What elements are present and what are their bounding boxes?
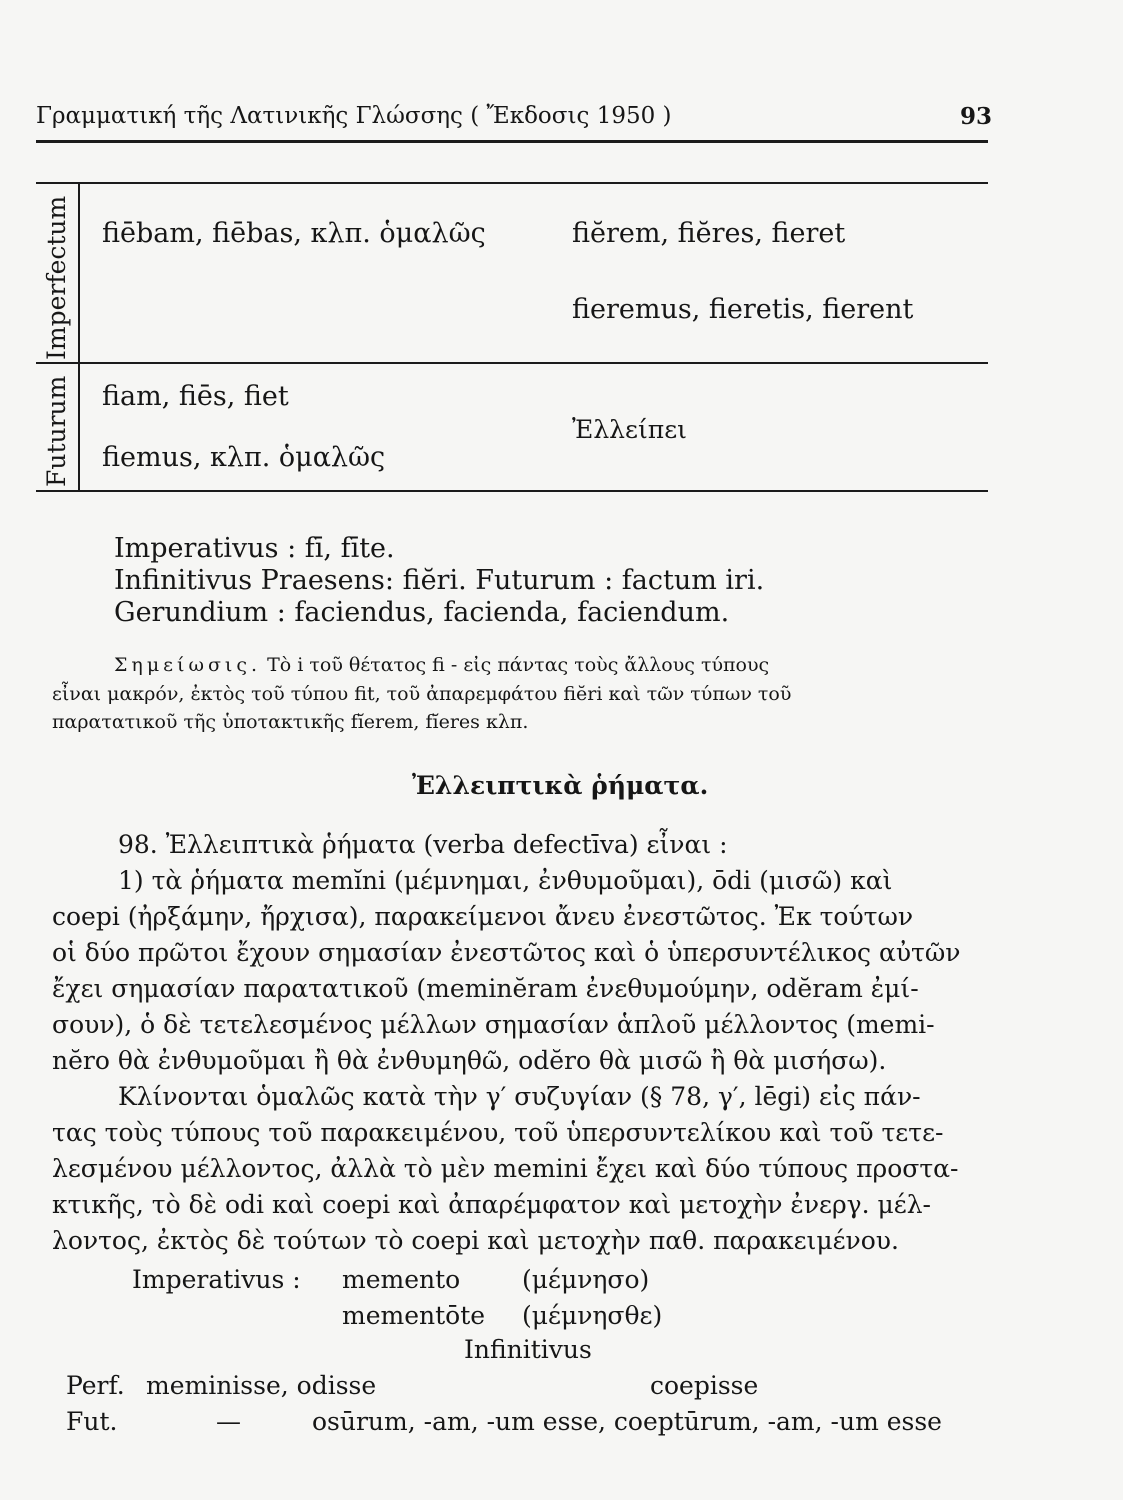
header-rule [36, 140, 988, 143]
running-title: Γραμματική τῆς Λατινικῆς Γλώσσης ( Ἔκδοσις 1950 ) [36, 103, 672, 129]
imperativus-label: Imperativus : [132, 1265, 301, 1294]
perf-forms: meminisse, odisse [146, 1371, 377, 1400]
body-line-2: 1) τὰ ῥήματα memĭni (μέμνημαι, ἐνθυμοῦμαι), ōdi (μισῶ) καὶ [118, 866, 893, 895]
body-line-8: Κλίνονται ὁμαλῶς κατὰ τὴν γ′ συζυγίαν (§ 78, γ′, lēgi) εἰς πάν- [118, 1082, 921, 1111]
body-line-4: οἱ δύο πρῶτοι ἔχουν σημασίαν ἐνεστῶτος καὶ ὁ ὑπερσυντέλικος αὐτῶν [52, 938, 961, 967]
future-subjunctive: Ἐλλείπει [572, 415, 687, 444]
fut-label: Fut. [66, 1407, 118, 1436]
body-line-11: κτικῆς, τὸ δὲ odi καὶ coepi καὶ ἀπαρέμφατον καὶ μετοχὴν ἐνεργ. μέλ- [52, 1190, 932, 1219]
label-imperfectum: Imperfectum [42, 195, 71, 360]
note-label: Σημείωσις. [114, 654, 262, 676]
note-line-3: παρατατικοῦ τῆς ὑποτακτικῆς fĭerem, fĭeres κλπ. [52, 711, 529, 733]
fut-dash: — [216, 1407, 241, 1436]
fut-forms: osūrum, -am, -um esse, coeptūrum, -am, -um esse [312, 1407, 942, 1436]
gerundium-line: Gerundium : faciendus, facienda, faciendum. [114, 597, 730, 628]
imperfect-subjunctive-1: fiĕrem, fiĕres, fieret [572, 218, 846, 249]
label-futurum: Futurum [42, 375, 71, 487]
body-line-10: λεσμένου μέλλοντος, ἀλλὰ τὸ μὲν memini ἔχει καὶ δύο τύπους προστα- [52, 1154, 959, 1183]
body-line-12: λοντος, ἐκτὸς δὲ τούτων τὸ coepi καὶ μετοχὴν παθ. παρακειμένου. [52, 1226, 899, 1255]
note-line-1 [114, 654, 769, 676]
note-line-2: εἶναι μακρόν, ἐκτὸς τοῦ τύπου fit, τοῦ ἀπαρεμφάτου fiĕri καὶ τῶν τύπων τοῦ [52, 683, 792, 705]
imperativus-line: Imperativus : fī, fīte. [114, 533, 395, 564]
future-indicative-2: fiemus, κλπ. ὁμαλῶς [102, 442, 386, 473]
perf-label: Perf. [66, 1371, 125, 1400]
perf-coepisse: coepisse [650, 1371, 759, 1400]
table-bottom-rule [36, 490, 988, 492]
table-left-border [78, 182, 80, 492]
mementote-greek: (μέμνησθε) [522, 1301, 663, 1330]
table-top-rule [36, 182, 988, 184]
body-line-7: nĕro θὰ ἐνθυμοῦμαι ἢ θὰ ἐνθυμηθῶ, odĕro θὰ μισῶ ἢ θὰ μισήσω). [52, 1046, 887, 1075]
memento-form: memento [342, 1265, 461, 1294]
page-number: 93 [960, 103, 993, 130]
table-middle-rule [36, 362, 988, 364]
imperfect-indicative: fiēbam, fiēbas, κλπ. ὁμαλῶς [102, 218, 486, 249]
section-heading: Ἐλλειπτικὰ ῥήματα. [412, 771, 709, 800]
body-line-6: σουν), ὁ δὲ τετελεσμένος μέλλων σημασίαν ἁπλοῦ μέλλοντος (memi- [52, 1010, 935, 1039]
infinitivus-line: Infinitivus Praesens: fiĕri. Futurum : factum iri. [114, 565, 765, 596]
mementote-form: mementōte [342, 1301, 486, 1330]
note-line-1-text: Τὸ i τοῦ θέτατος fi - εἰς πάντας τοὺς ἄλλους τύπους [267, 654, 770, 676]
body-line-9: τας τοὺς τύπους τοῦ παρακειμένου, τοῦ ὑπερσυντελίκου καὶ τοῦ τετε- [52, 1118, 944, 1147]
imperfect-subjunctive-2: fieremus, fieretis, fierent [572, 294, 914, 325]
body-line-5: ἔχει σημασίαν παρατατικοῦ (meminĕram ἐνεθυμούμην, odĕram ἐμί- [52, 974, 919, 1003]
infinitivus-heading: Infinitivus [464, 1335, 592, 1364]
body-line-1: 98. Ἐλλειπτικὰ ῥήματα (verba defectīva) εἶναι : [118, 830, 728, 859]
body-line-3: coepi (ἠρξάμην, ἤρχισα), παρακείμενοι ἄνευ ἐνεστῶτος. Ἐκ τούτων [52, 902, 914, 931]
future-indicative-1: fiam, fiēs, fiet [102, 381, 289, 412]
memento-greek: (μέμνησο) [522, 1265, 650, 1294]
